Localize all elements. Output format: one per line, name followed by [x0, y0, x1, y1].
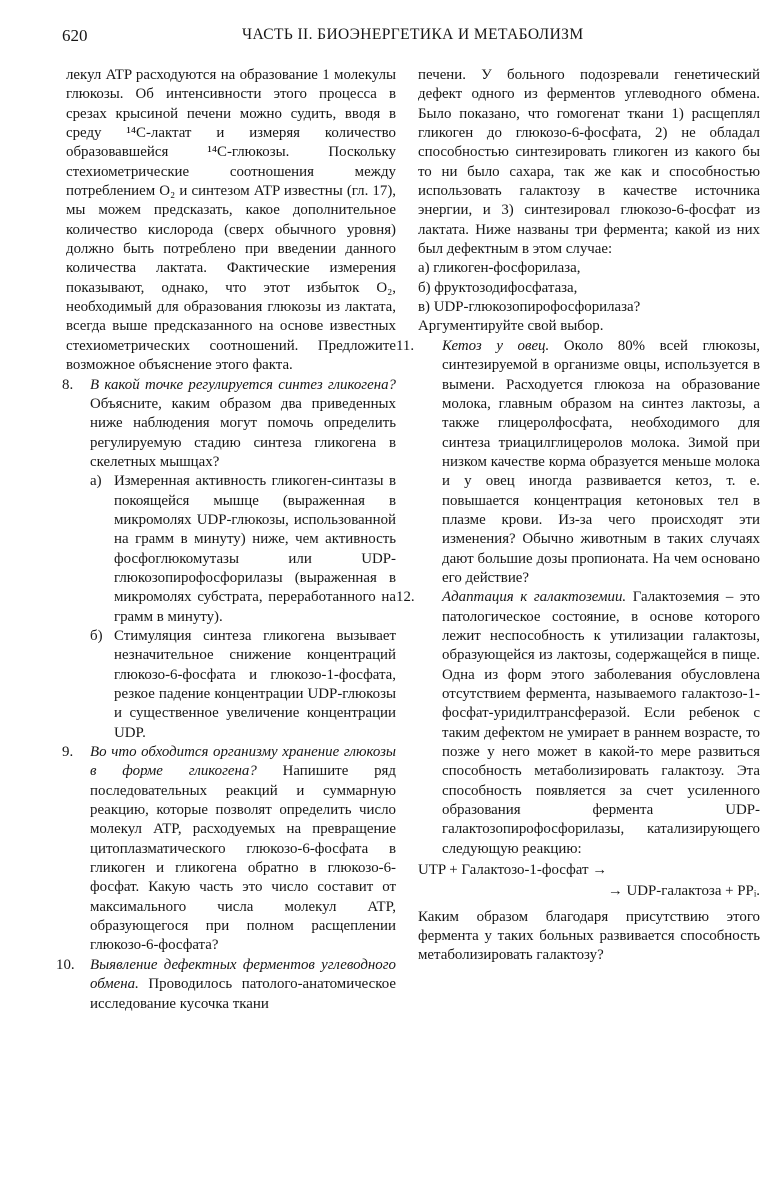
continuation-paragraph: лекул ATP расходуются на образование 1 молекулы глюкозы. Об интенсивности этого процесса в срезах крысиной печени можно судить, вводя в среду ¹⁴С-лактат и измеряя количество образовавшейся ¹⁴С-глюкозы. Поскольку стехиометрические соотношения между потреблением O₂ и синтезом ATP известны (гл. 17), мы можем предсказать, какое дополнительное количество кислорода (сверх обычного уровня) должно быть потреблено при введении данного количества лактата. Фактические измерения показывают, однако, что этот избыток O₂, необходимый для образования глюкозы из лактата, всегда выше предсказанного на основе известных стехиометрических соотношений. Предложите возможное объяснение этого факта. [66, 67, 396, 374]
question-text: Напишите ряд последовательных реакций и суммарную реакцию, которые позволят определить число молекул ATP, расходуемых на превращение цитоплазматического глюкозо-6-фосфата в гликоген и гликогена обратно в глюкозо-6-фосфат. Какую часть это число составит от максимального числа молекул ATP, образующегося при полном расщеплении глюкозо-6-фосфата? [90, 763, 396, 954]
question-text: Проводилось патолого-анатомическое исследование кусочка ткани [90, 976, 396, 1012]
question-12 [396, 588, 760, 859]
page-number: 620 [62, 26, 88, 45]
question-number: 10. [56, 956, 75, 973]
left-column [56, 66, 396, 1014]
question-number: 8. [62, 376, 74, 393]
question-title: В какой точке регулируется синтез гликогена? [90, 376, 396, 393]
final-question: Каким образом благодаря присутствию этого фермента у таких больных развивается способность метаболизировать галактозу? [418, 908, 760, 964]
page-header [62, 26, 708, 48]
question-text: Около 80% всей глюкозы, синтезируемой в организме овцы, используется в вымени. Расходуется глюкоза на образование молока, главным образом на синтез лактозы, а также глицеролфосфата, необходимого для синтеза триацилглицеролов молока. Зимой при низком качестве корма образуется меньше молока и у овец иногда развивается кетоз, т. е. повышается концентрация кетоновых тел в плазме крови. Из-за чего происходят эти изменения? Обычно животным в таких случаях дают большие дозы пропионата. На чем основано его действие? [442, 337, 761, 586]
sub-item-label: а) [90, 473, 102, 490]
right-column [396, 66, 761, 966]
sub-item-text: Стимуляция синтеза гликогена вызывает незначительное снижение концентраций глюкозо-6-фосфата и глюкозо-1-фосфата, резкое падение концентрации UDP-глюкозы и существенное увеличение концентрации UDP. [114, 627, 396, 741]
option-c: в) UDP-глюкозопирофосфорилаза? [418, 299, 641, 316]
question-10 [56, 956, 396, 1014]
reaction-equation-line-2: → UDP-галактоза + PPᵢ. [607, 883, 760, 900]
sub-item-text: Измеренная активность гликоген-синтазы в покоящейся мышце (выраженная в микромолях UDP-глюкозы, использованной на грамм в минуту) ниже, чем активность фосфоглюкомутазы или UDP-глюкозопирофосфорилазы (выраженная в микромолях субстрата, переработанного на грамм в минуту). [114, 473, 396, 625]
question-11 [396, 337, 761, 588]
question-8 [62, 376, 396, 744]
question-number: 11. [396, 337, 415, 354]
question-title: Выявление дефектных ферментов углеводного обмена. [90, 956, 396, 993]
option-a: а) гликоген-фосфорилаза, [418, 260, 581, 277]
continuation-paragraph: печени. У больного подозревали генетический дефект одного из ферментов углеводного обмена. Было показано, что гомогенат ткани 1) расщеплял гликоген до глюкозо-6-фосфата, 2) не обладал способностью синтезировать гликоген из какого бы то ни было сахара, так же как и способностью использовать галактозу в качестве источника энергии, и 3) синтезировал глюкозо-6-фосфат из лактата. Ниже названы три фермента; какой из них был дефектным в этом случае: [418, 67, 760, 258]
question-number: 9. [62, 744, 74, 761]
sub-item-a [90, 472, 396, 627]
reaction-equation-line-1: UTP + Галактозо-1-фосфат → [418, 862, 608, 879]
question-title: Кетоз у овец. [442, 337, 550, 354]
question-title: Адаптация к галактоземии. [442, 589, 627, 606]
option-b: б) фруктозодифосфатаза, [418, 279, 578, 296]
question-title: Во что обходится организму хранение глюкозы в форме гликогена? [90, 744, 396, 780]
sub-item-b [90, 627, 396, 743]
argue-line: Аргументируйте свой выбор. [418, 318, 604, 335]
question-9 [62, 743, 396, 956]
question-number: 12. [396, 589, 415, 606]
question-text: Галактоземия – это патологическое состояние, в основе которого лежит неспособность к утилизации галактозы, образующейся из лактозы, содержащейся в пище. Одна из форм этого заболевания обусловлена отсутствием фермента, называемого галактозо-1-фосфат-уридилтрансферазой. Если ребенок с таким дефектом не умирает в раннем возрасте, то позже у него может в какой-то мере развиться способность метаболизировать галактозу. Эта способность появляется за счет усиленного образования фермента UDP-галактозопирофосфорилазы, катализирующего следующую реакцию: [442, 589, 760, 857]
sub-item-label: б) [90, 627, 103, 644]
question-text: Объясните, каким образом два приведенных ниже наблюдения могут помочь определить регулируемую стадию синтеза гликогена в скелетных мышцах? [90, 395, 396, 470]
running-title: ЧАСТЬ II. БИОЭНЕРГЕТИКА И МЕТАБОЛИЗМ [242, 26, 584, 43]
